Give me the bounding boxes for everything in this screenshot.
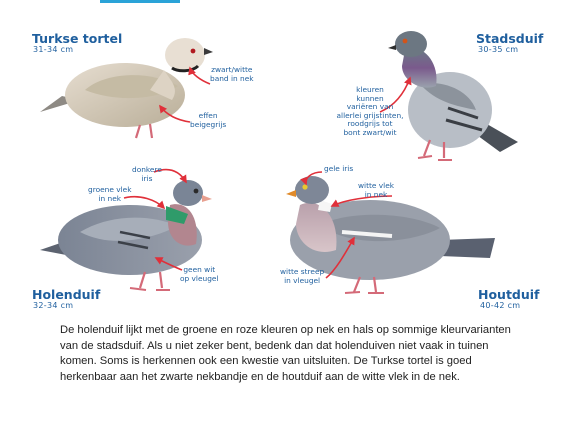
species-size: 40-42 cm: [480, 301, 521, 310]
species-size: 30-35 cm: [478, 45, 519, 54]
field-note: kleuren kunnen variëren van allerlei grijstinten, roodgrijs tot bont zwart/wit: [336, 85, 404, 137]
species-name: Holenduif: [32, 287, 101, 302]
species-size: 31-34 cm: [33, 45, 74, 54]
field-note: groene vlek in nek: [88, 185, 132, 203]
header-accent: [100, 0, 180, 3]
field-note: zwart/witte band in nek: [210, 65, 254, 83]
species-size: 32-34 cm: [33, 301, 74, 310]
species-name: Turkse tortel: [32, 31, 123, 46]
caption-paragraph: De holenduif lijkt met de groene en roze kleuren op nek en hals op sommige kleurvarianten van de stadsduif. Als u niet zeker bent, bedenk dan dat holenduiven niet vaak in tuinen komen. Soms is herkennen ook een kwestie van uitsluiten. De Turkse tortel is goed herkenbaar aan het zwarte nekbandje en de houtduif aan de witte vlek in de nek.: [60, 324, 511, 383]
field-note: effen beigegrijs: [190, 111, 227, 129]
field-note: witte vlek in nek: [358, 181, 395, 199]
field-note: donkere iris: [132, 165, 162, 183]
species-name: Stadsduif: [476, 31, 544, 46]
species-name: Houtduif: [478, 287, 540, 302]
field-note: geen wit op vleugel: [180, 265, 219, 283]
field-note: witte streep in vleugel: [280, 267, 325, 285]
field-note: gele iris: [324, 164, 354, 173]
